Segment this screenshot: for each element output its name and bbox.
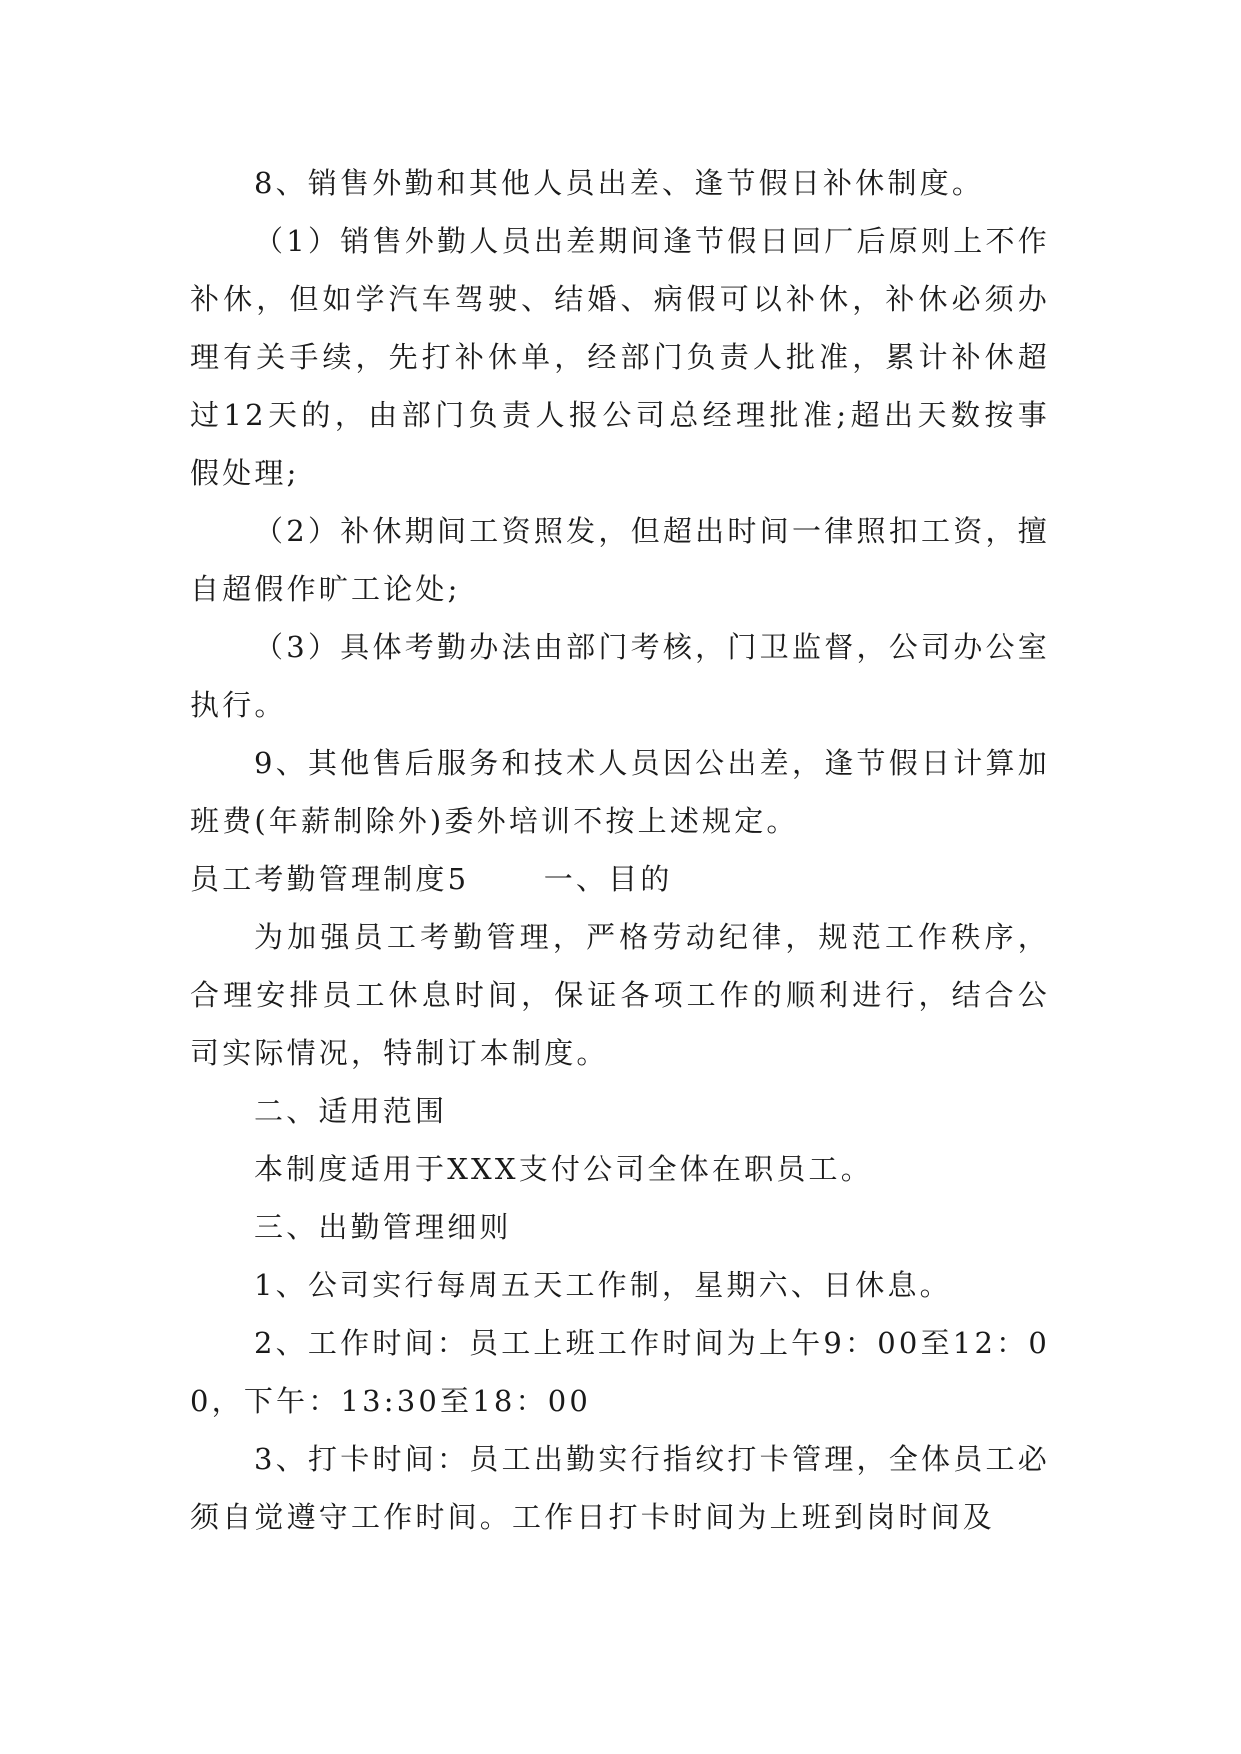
paragraph-item-8-3: （3）具体考勤办法由部门考核，门卫监督，公司办公室执行。 <box>190 630 1050 722</box>
paragraph-rule-1: 1、公司实行每周五天工作制，星期六、日休息。 <box>254 1268 952 1302</box>
paragraph-item-8: 8、销售外勤和其他人员出差、逢节假日补休制度。 <box>254 166 985 200</box>
paragraph-item-8-2: （2）补休期间工资照发，但超出时间一律照扣工资，擅自超假作旷工论处; <box>190 514 1050 606</box>
paragraph-purpose: 为加强员工考勤管理，严格劳动纪律，规范工作秩序，合理安排员工休息时间，保证各项工作的顺利进行，结合公司实际情况，特制订本制度。 <box>190 920 1050 1070</box>
paragraph-item-8-1: （1）销售外勤人员出差期间逢节假日回厂后原则上不作补休，但如学汽车驾驶、结婚、病假可以补休，补休必须办理有关手续，先打补休单，经部门负责人批准，累计补休超过12天的，由部门负责人报公司总经理批准;超出天数按事假处理; <box>190 224 1050 490</box>
section-heading: 员工考勤管理制度5 一、目的 <box>190 862 673 896</box>
paragraph-rule-3: 3、打卡时间：员工出勤实行指纹打卡管理，全体员工必须自觉遵守工作时间。工作日打卡时间为上班到岗时间及 <box>190 1442 1050 1534</box>
scope-heading: 二、适用范围 <box>254 1094 448 1128</box>
rules-heading: 三、出勤管理细则 <box>254 1210 512 1244</box>
paragraph-rule-2: 2、工作时间：员工上班工作时间为上午9：00至12：00，下午：13:30至18：00 <box>190 1326 1050 1418</box>
paragraph-scope: 本制度适用于XXX支付公司全体在职员工。 <box>254 1152 873 1186</box>
paragraph-item-9: 9、其他售后服务和技术人员因公出差，逢节假日计算加班费(年薪制除外)委外培训不按上述规定。 <box>190 746 1050 838</box>
document-body <box>190 154 1050 1546</box>
